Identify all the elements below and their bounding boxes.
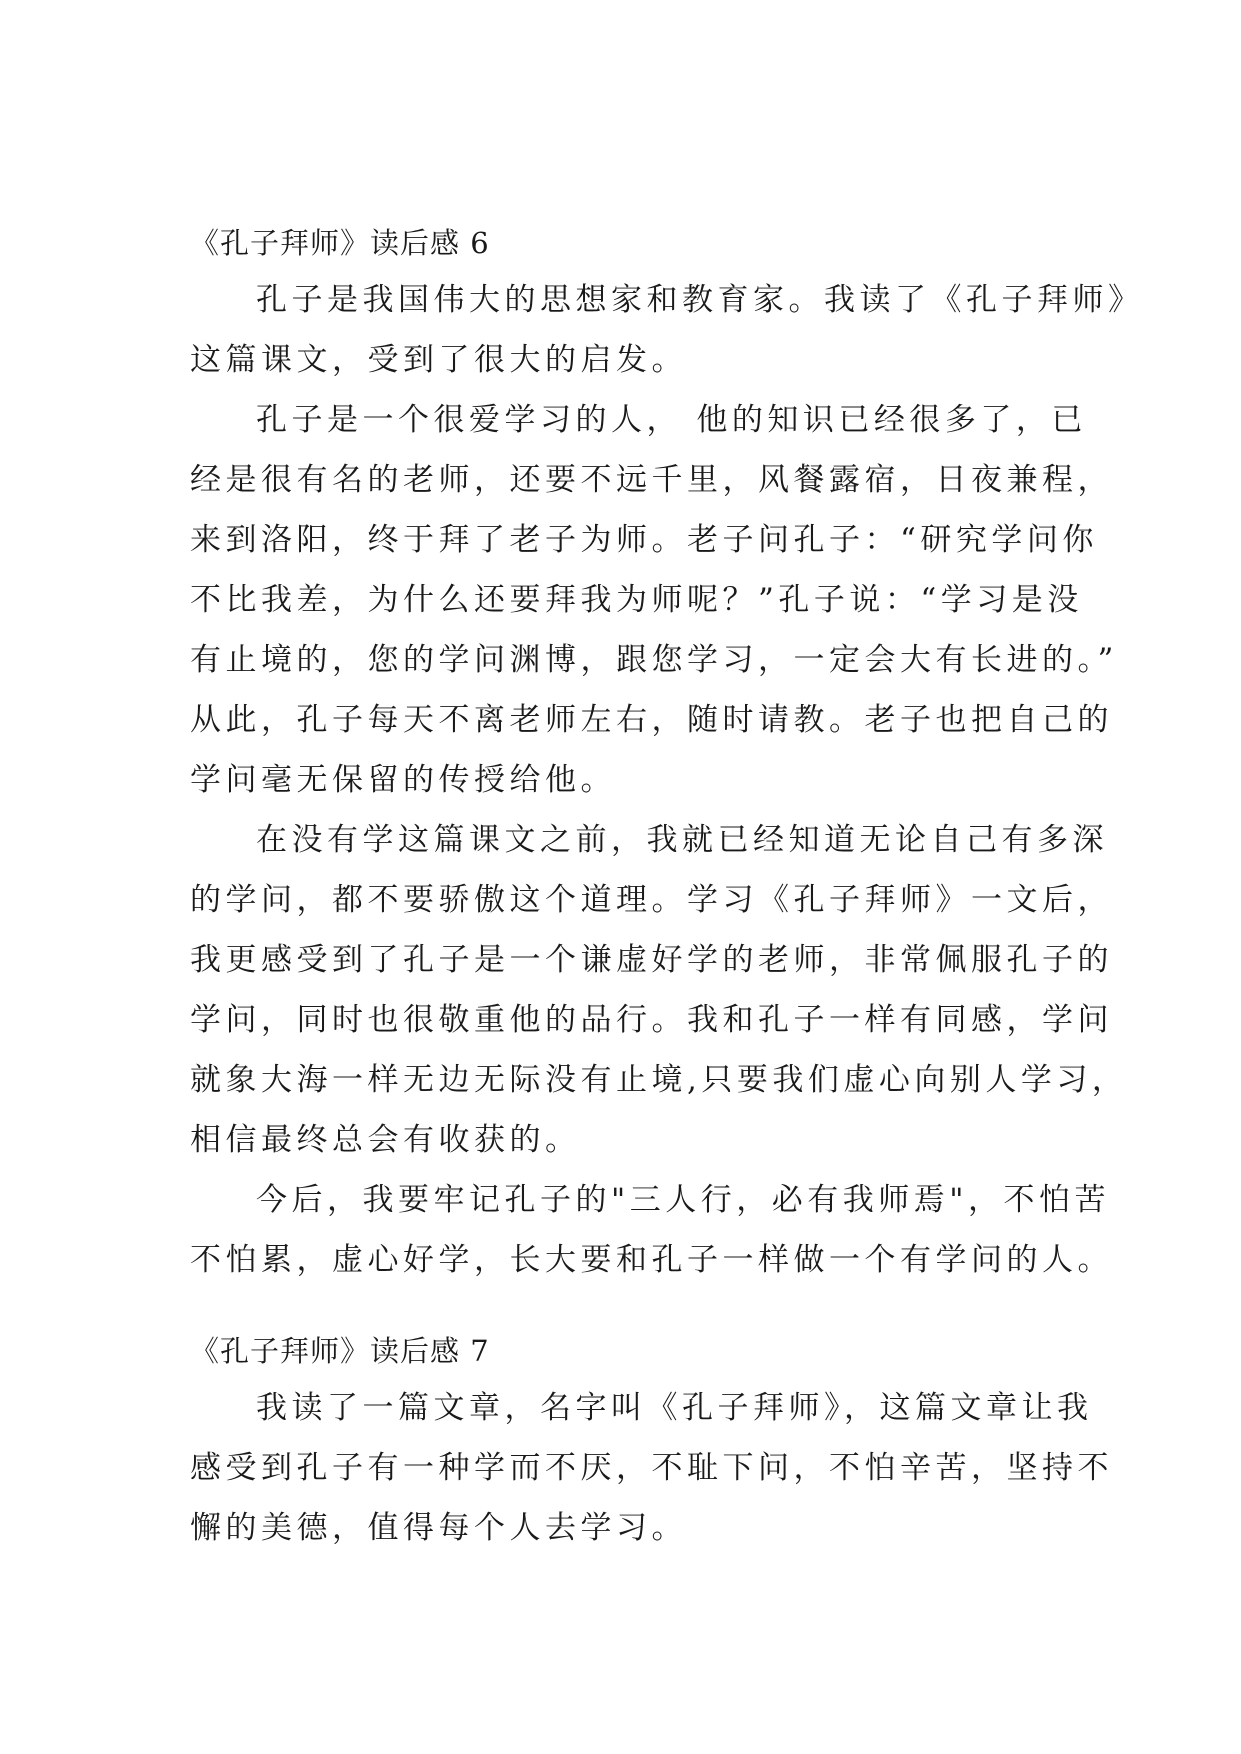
text-line: 有止境的，您的学问渊博，跟您学习，一定会大有长进的。” (190, 642, 1118, 678)
text-line: 学问毫无保留的传授给他。 (190, 762, 616, 798)
text-line: 学问，同时也很敬重他的品行。我和孔子一样有同感，学问 (190, 1002, 1113, 1038)
paragraph (190, 270, 1144, 390)
text-line: 相信最终总会有收获的。 (190, 1122, 581, 1158)
paragraph (190, 1378, 1113, 1558)
text-line: 今后，我要牢记孔子的"三人行，必有我师焉"，不怕苦 (256, 1182, 1111, 1218)
text-line: 不怕累，虚心好学，长大要和孔子一样做一个有学问的人。 (190, 1242, 1113, 1278)
text-line: 懈的美德，值得每个人去学习。 (190, 1510, 687, 1546)
text-line: 我读了一篇文章，名字叫《孔子拜师》，这篇文章让我 (256, 1390, 1093, 1426)
text-line: 在没有学这篇课文之前，我就已经知道无论自己有多深 (256, 822, 1108, 858)
section-title-6: 《孔子拜师》读后感 6 (190, 226, 490, 260)
text-line: 不比我差，为什么还要拜我为师呢？”孔子说：“学习是没 (190, 582, 1083, 618)
text-line: 就象大海一样无边无际没有止境,只要我们虚心向别人学习， (190, 1062, 1128, 1098)
text-line: 感受到孔子有一种学而不厌，不耻下问，不怕辛苦，坚持不 (190, 1450, 1113, 1486)
text-line: 孔子是一个很爱学习的人， 他的知识已经很多了，已 (256, 402, 1087, 438)
text-line: 从此，孔子每天不离老师左右，随时请教。老子也把自己的 (190, 702, 1113, 738)
section-title-7: 《孔子拜师》读后感 7 (190, 1334, 490, 1368)
text-line: 的学问，都不要骄傲这个道理。学习《孔子拜师》一文后， (190, 882, 1113, 918)
paragraph (190, 390, 1118, 810)
paragraph (190, 1170, 1113, 1290)
text-line: 这篇课文，受到了很大的启发。 (190, 342, 687, 378)
text-line: 来到洛阳，终于拜了老子为师。老子问孔子：“研究学问你 (190, 522, 1098, 558)
text-line: 经是很有名的老师，还要不远千里，风餐露宿，日夜兼程， (190, 462, 1113, 498)
text-line: 孔子是我国伟大的思想家和教育家。我读了《孔子拜师》 (256, 282, 1144, 318)
text-line: 我更感受到了孔子是一个谦虚好学的老师，非常佩服孔子的 (190, 942, 1113, 978)
paragraph (190, 810, 1128, 1170)
